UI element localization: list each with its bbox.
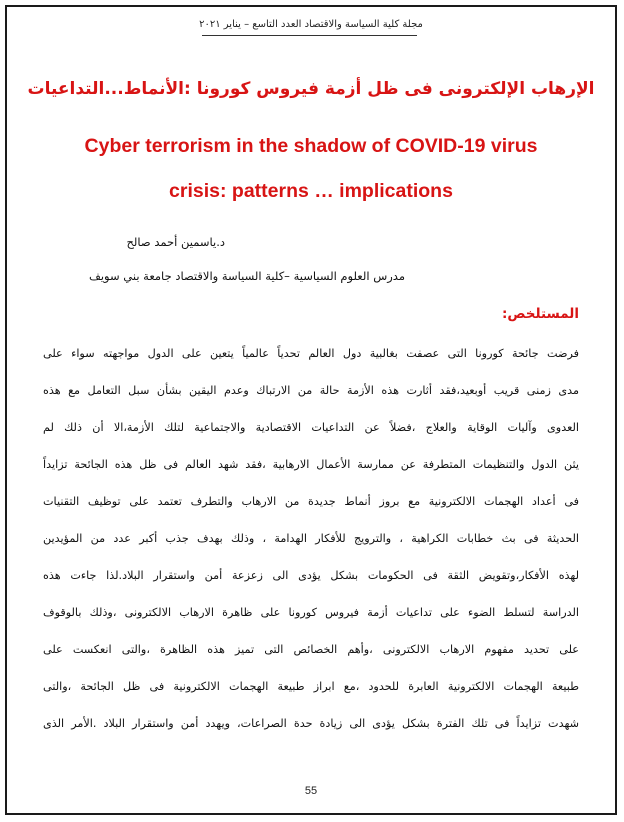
abstract-line: على تحديد مفهوم الارهاب الالكترونى ،وأهم الخصائص التى تميز هذه الظاهرة ،والتى انعكست على (43, 643, 579, 656)
page-frame (5, 5, 617, 815)
abstract-line: الدراسة لتسلط الضوء على تداعيات أزمة فيروس كورونا على ظاهرة الارهاب الالكترونى ،وذلك بالوقوف (43, 606, 579, 619)
english-title-line-1: Cyber terrorism in the shadow of COVID-19 virus (84, 135, 538, 157)
running-head: مجلة كلية السياسة والاقتصاد العدد التاسع – يناير ٢٠٢١ (199, 19, 423, 30)
header-rule (202, 35, 417, 36)
abstract-line: مدى زمنى قريب أوبعيد،فقد أثارت هذه الأزمة حالة من الارتباك وعدم اليقين بشأن سبل التعامل مع هذه (43, 384, 579, 397)
author-name: د.ياسمين أحمد صالح (126, 235, 225, 249)
abstract-line: الحديثة فى بث خطابات الكراهية ، والترويج للأفكار الهدامة ، وذلك بهدف جذب أكبر عدد من المؤيدين (43, 532, 579, 545)
abstract-line: طبيعة الهجمات الالكترونية العابرة للحدود ،مع ابراز طبيعة الهجمات الالكترونية فى ظل الجائحة ،والتى (43, 680, 579, 693)
abstract-line: شهدت تزايداً فى تلك الفترة بشكل يؤدى الى زيادة حدة الصراعات، ويهدد أمن واستقرار البلاد .الأمر الذى (43, 717, 579, 730)
arabic-title: الإرهاب الإلكترونى فى ظل أزمة فيروس كورونا :الأنماط...التداعيات (27, 79, 595, 99)
abstract-line: يثن الدول والتنظيمات المتطرفة عن ممارسة الأعمال الارهابية ،فقد شهد العالم فى ظل هذه الجائحة تزايداً (43, 458, 579, 471)
english-title-line-2: crisis: patterns … implications (169, 180, 453, 202)
abstract-line: لهذه الأفكار،وتقويض الثقة فى الحكومات بشكل يؤدى الى زعزعة أمن واستقرار البلاد.لذا جاءت هذه (43, 569, 579, 582)
page-number: 55 (304, 785, 318, 797)
abstract-line: العدوى وآليات الوقاية والعلاج ،فضلاً عن التداعيات الاقتصادية والاجتماعية لتلك الأزمة،الا أن ذلك لم (43, 421, 579, 434)
abstract-line: فى أعداد الهجمات الالكترونية مع بروز أنماط جديدة من الارهاب والتطرف تعتمد على توظيف التقنيات (43, 495, 579, 508)
author-affiliation: مدرس العلوم السياسية –كلية السياسة والاقتصاد جامعة بني سويف (88, 269, 405, 283)
abstract-heading: المستلخص: (501, 306, 579, 322)
abstract-line: فرضت جائحة كورونا التى عصفت بغالبية دول العالم تحدياً عالمياً يتعين على الدول مواجهته سواء على (43, 347, 579, 360)
